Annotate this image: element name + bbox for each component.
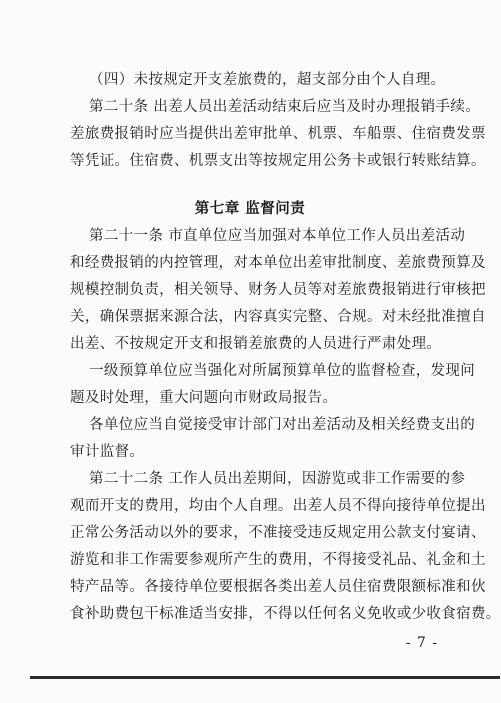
- text-line: 审计监督。: [70, 444, 145, 460]
- text-line: 游览和非工作需要参观所产生的费用，不得接受礼品、礼金和土: [70, 552, 486, 568]
- text-line: 各单位应当自觉接受审计部门对出差活动及相关经费支出的: [89, 417, 476, 433]
- text-line: 出差、不按规定开支和报销差旅费的人员进行严肃处理。: [70, 336, 442, 352]
- text-line: 观而开支的费用，均由个人自理。出差人员不得向接待单位提出: [70, 498, 486, 514]
- text-line: 食补助费包干标准适当安排，不得以任何名义免收或少收食宿费。: [70, 606, 501, 622]
- bottom-rule: [30, 676, 500, 679]
- text-line: 第二十二条 工作人员出差期间，因游览或非工作需要的参: [89, 471, 466, 487]
- text-line: 第二十一条 市直单位应当加强对本单位工作人员出差活动: [89, 228, 466, 244]
- text-line: 一级预算单位应当强化对所属预算单位的监督检查，发现问: [89, 363, 476, 379]
- text-line: 关，确保票据来源合法，内容真实完整、合规。对未经批准擅自: [70, 309, 486, 325]
- text-line: 差旅费报销时应当提供出差审批单、机票、车船票、住宿费发票: [70, 126, 486, 142]
- text-line: （四）未按规定开支差旅费的，超支部分由个人自理。: [89, 72, 446, 88]
- page-number: - 7 -: [405, 635, 438, 651]
- text-line: 和经费报销的内控管理，对本单位出差审批制度、差旅费预算及: [70, 255, 486, 271]
- text-line: 题及时处理，重大问题向市财政局报告。: [70, 390, 338, 406]
- text-line: 第二十条 出差人员出差活动结束后应当及时办理报销手续。: [89, 99, 481, 115]
- text-line: 规模控制负责，相关领导、财务人员等对差旅费报销进行审核把: [70, 282, 486, 298]
- text-line: 等凭证。住宿费、机票支出等按规定用公务卡或银行转账结算。: [70, 153, 486, 169]
- text-line: 特产品等。各接待单位要根据各类出差人员住宿费限额标准和伙: [70, 579, 486, 595]
- chapter-heading: 第七章 监督问责: [194, 201, 306, 217]
- text-line: 正常公务活动以外的要求，不准接受违反规定用公款支付宴请、: [70, 525, 486, 541]
